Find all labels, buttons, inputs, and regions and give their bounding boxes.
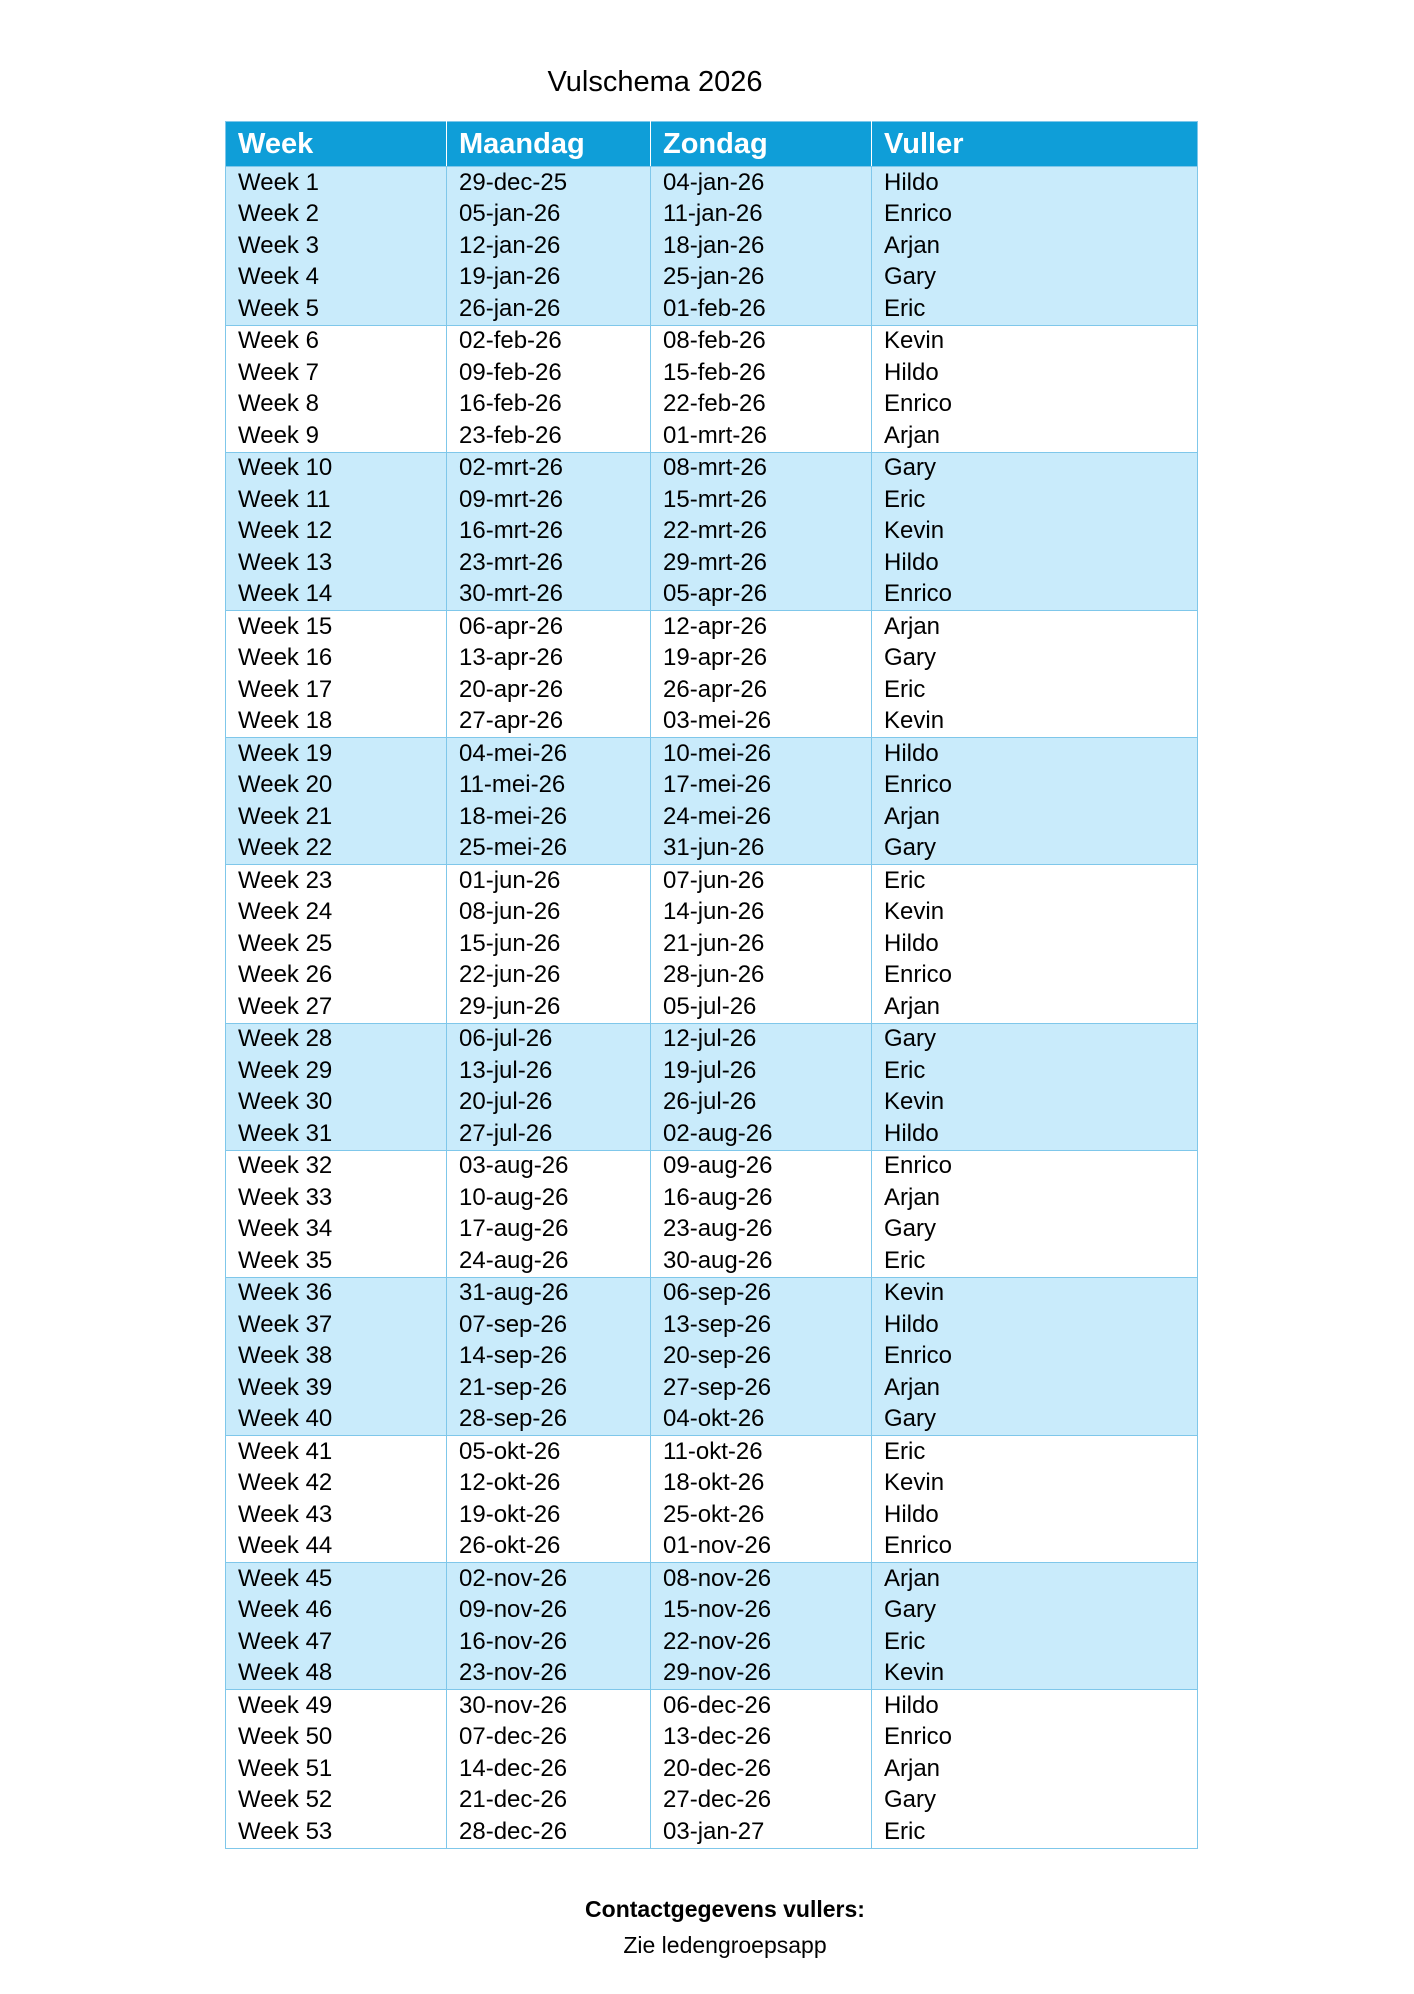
table-row — [226, 230, 1198, 262]
filler-name-cell: Gary — [872, 452, 1198, 484]
filler-name-cell: Eric — [872, 1436, 1198, 1468]
week-cell: Week 14 — [226, 579, 447, 611]
table-row — [226, 1753, 1198, 1785]
month-group — [226, 325, 1198, 452]
sunday-date-cell: 25-okt-26 — [651, 1499, 872, 1531]
table-row — [226, 1785, 1198, 1817]
month-group — [226, 167, 1198, 326]
filler-name-cell: Hildo — [872, 357, 1198, 389]
sunday-date-cell: 19-jul-26 — [651, 1055, 872, 1087]
sunday-date-cell: 20-sep-26 — [651, 1341, 872, 1373]
week-cell: Week 16 — [226, 643, 447, 675]
filler-name-cell: Enrico — [872, 1150, 1198, 1182]
month-group — [226, 1277, 1198, 1436]
sunday-date-cell: 26-apr-26 — [651, 674, 872, 706]
week-cell: Week 21 — [226, 801, 447, 833]
monday-date-cell: 03-aug-26 — [447, 1150, 651, 1182]
monday-date-cell: 05-jan-26 — [447, 199, 651, 231]
filler-name-cell: Eric — [872, 293, 1198, 325]
filler-name-cell: Gary — [872, 1785, 1198, 1817]
filler-name-cell: Enrico — [872, 1722, 1198, 1754]
filler-name-cell: Arjan — [872, 230, 1198, 262]
sunday-date-cell: 02-aug-26 — [651, 1118, 872, 1150]
week-cell: Week 27 — [226, 991, 447, 1023]
monday-date-cell: 20-apr-26 — [447, 674, 651, 706]
monday-date-cell: 28-dec-26 — [447, 1816, 651, 1848]
filler-name-cell: Enrico — [872, 960, 1198, 992]
month-group — [226, 1150, 1198, 1277]
filler-name-cell: Eric — [872, 1245, 1198, 1277]
monday-date-cell: 25-mei-26 — [447, 833, 651, 865]
table-row — [226, 1722, 1198, 1754]
table-row — [226, 199, 1198, 231]
sunday-date-cell: 27-dec-26 — [651, 1785, 872, 1817]
week-cell: Week 49 — [226, 1690, 447, 1722]
sunday-date-cell: 17-mei-26 — [651, 770, 872, 802]
week-cell: Week 35 — [226, 1245, 447, 1277]
table-row — [226, 516, 1198, 548]
filler-name-cell: Hildo — [872, 928, 1198, 960]
week-cell: Week 50 — [226, 1722, 447, 1754]
sunday-date-cell: 05-apr-26 — [651, 579, 872, 611]
monday-date-cell: 04-mei-26 — [447, 738, 651, 770]
monday-date-cell: 12-okt-26 — [447, 1468, 651, 1500]
monday-date-cell: 15-jun-26 — [447, 928, 651, 960]
filler-name-cell: Gary — [872, 1214, 1198, 1246]
week-cell: Week 48 — [226, 1658, 447, 1690]
week-cell: Week 41 — [226, 1436, 447, 1468]
sunday-date-cell: 10-mei-26 — [651, 738, 872, 770]
week-cell: Week 4 — [226, 262, 447, 294]
week-cell: Week 42 — [226, 1468, 447, 1500]
filler-name-cell: Gary — [872, 643, 1198, 675]
monday-date-cell: 24-aug-26 — [447, 1245, 651, 1277]
sunday-date-cell: 12-jul-26 — [651, 1023, 872, 1055]
table-row — [226, 897, 1198, 929]
filler-name-cell: Eric — [872, 484, 1198, 516]
filler-name-cell: Gary — [872, 1023, 1198, 1055]
monday-date-cell: 19-okt-26 — [447, 1499, 651, 1531]
table-row — [226, 1531, 1198, 1563]
table-row — [226, 1182, 1198, 1214]
week-cell: Week 26 — [226, 960, 447, 992]
sunday-date-cell: 08-nov-26 — [651, 1563, 872, 1595]
sunday-date-cell: 29-mrt-26 — [651, 547, 872, 579]
sunday-date-cell: 09-aug-26 — [651, 1150, 872, 1182]
month-group — [226, 452, 1198, 611]
week-cell: Week 7 — [226, 357, 447, 389]
week-cell: Week 13 — [226, 547, 447, 579]
month-group — [226, 1690, 1198, 1849]
monday-date-cell: 27-apr-26 — [447, 706, 651, 738]
sunday-date-cell: 11-jan-26 — [651, 199, 872, 231]
monday-date-cell: 26-okt-26 — [447, 1531, 651, 1563]
week-cell: Week 40 — [226, 1404, 447, 1436]
filler-name-cell: Hildo — [872, 738, 1198, 770]
monday-date-cell: 18-mei-26 — [447, 801, 651, 833]
filler-name-cell: Enrico — [872, 770, 1198, 802]
filler-name-cell: Kevin — [872, 1087, 1198, 1119]
monday-date-cell: 19-jan-26 — [447, 262, 651, 294]
monday-date-cell: 16-feb-26 — [447, 389, 651, 421]
table-row — [226, 1436, 1198, 1468]
column-header-vuller: Vuller — [872, 122, 1198, 167]
week-cell: Week 39 — [226, 1372, 447, 1404]
week-cell: Week 53 — [226, 1816, 447, 1848]
monday-date-cell: 09-mrt-26 — [447, 484, 651, 516]
week-cell: Week 24 — [226, 897, 447, 929]
monday-date-cell: 23-nov-26 — [447, 1658, 651, 1690]
sunday-date-cell: 01-mrt-26 — [651, 420, 872, 452]
monday-date-cell: 31-aug-26 — [447, 1277, 651, 1309]
week-cell: Week 38 — [226, 1341, 447, 1373]
week-cell: Week 44 — [226, 1531, 447, 1563]
monday-date-cell: 29-dec-25 — [447, 167, 651, 199]
filler-name-cell: Kevin — [872, 897, 1198, 929]
table-row — [226, 1468, 1198, 1500]
table-row — [226, 1341, 1198, 1373]
week-cell: Week 46 — [226, 1595, 447, 1627]
sunday-date-cell: 04-jan-26 — [651, 167, 872, 199]
month-group — [226, 1023, 1198, 1150]
monday-date-cell: 07-sep-26 — [447, 1309, 651, 1341]
filler-name-cell: Arjan — [872, 1753, 1198, 1785]
column-header-week: Week — [226, 122, 447, 167]
column-header-zondag: Zondag — [651, 122, 872, 167]
sunday-date-cell: 07-jun-26 — [651, 865, 872, 897]
week-cell: Week 18 — [226, 706, 447, 738]
week-cell: Week 32 — [226, 1150, 447, 1182]
sunday-date-cell: 13-sep-26 — [651, 1309, 872, 1341]
week-cell: Week 1 — [226, 167, 447, 199]
table-row — [226, 1055, 1198, 1087]
monday-date-cell: 14-dec-26 — [447, 1753, 651, 1785]
table-row — [226, 611, 1198, 643]
monday-date-cell: 30-nov-26 — [447, 1690, 651, 1722]
header-row — [226, 122, 1198, 167]
month-group — [226, 1563, 1198, 1690]
filler-name-cell: Arjan — [872, 991, 1198, 1023]
week-cell: Week 20 — [226, 770, 447, 802]
sunday-date-cell: 23-aug-26 — [651, 1214, 872, 1246]
filler-name-cell: Kevin — [872, 516, 1198, 548]
table-row — [226, 1690, 1198, 1722]
month-group — [226, 611, 1198, 738]
monday-date-cell: 13-jul-26 — [447, 1055, 651, 1087]
monday-date-cell: 10-aug-26 — [447, 1182, 651, 1214]
table-row — [226, 1404, 1198, 1436]
filler-name-cell: Gary — [872, 262, 1198, 294]
table-row — [226, 1626, 1198, 1658]
week-cell: Week 5 — [226, 293, 447, 325]
filler-name-cell: Gary — [872, 833, 1198, 865]
table-row — [226, 484, 1198, 516]
schedule-table — [225, 121, 1198, 1849]
table-row — [226, 738, 1198, 770]
sunday-date-cell: 04-okt-26 — [651, 1404, 872, 1436]
sunday-date-cell: 05-jul-26 — [651, 991, 872, 1023]
filler-name-cell: Hildo — [872, 167, 1198, 199]
sunday-date-cell: 15-nov-26 — [651, 1595, 872, 1627]
monday-date-cell: 26-jan-26 — [447, 293, 651, 325]
week-cell: Week 36 — [226, 1277, 447, 1309]
sunday-date-cell: 15-mrt-26 — [651, 484, 872, 516]
filler-name-cell: Kevin — [872, 1658, 1198, 1690]
monday-date-cell: 21-dec-26 — [447, 1785, 651, 1817]
sunday-date-cell: 31-jun-26 — [651, 833, 872, 865]
sunday-date-cell: 12-apr-26 — [651, 611, 872, 643]
week-cell: Week 28 — [226, 1023, 447, 1055]
table-row — [226, 706, 1198, 738]
monday-date-cell: 22-jun-26 — [447, 960, 651, 992]
table-row — [226, 167, 1198, 199]
table-row — [226, 420, 1198, 452]
week-cell: Week 9 — [226, 420, 447, 452]
filler-name-cell: Hildo — [872, 1690, 1198, 1722]
sunday-date-cell: 20-dec-26 — [651, 1753, 872, 1785]
monday-date-cell: 21-sep-26 — [447, 1372, 651, 1404]
monday-date-cell: 14-sep-26 — [447, 1341, 651, 1373]
table-row — [226, 357, 1198, 389]
month-group — [226, 738, 1198, 865]
week-cell: Week 15 — [226, 611, 447, 643]
filler-name-cell: Kevin — [872, 1468, 1198, 1500]
table-row — [226, 1087, 1198, 1119]
monday-date-cell: 01-jun-26 — [447, 865, 651, 897]
week-cell: Week 43 — [226, 1499, 447, 1531]
table-row — [226, 1309, 1198, 1341]
week-cell: Week 12 — [226, 516, 447, 548]
monday-date-cell: 20-jul-26 — [447, 1087, 651, 1119]
sunday-date-cell: 08-feb-26 — [651, 325, 872, 357]
monday-date-cell: 28-sep-26 — [447, 1404, 651, 1436]
week-cell: Week 52 — [226, 1785, 447, 1817]
week-cell: Week 10 — [226, 452, 447, 484]
table-row — [226, 928, 1198, 960]
sunday-date-cell: 28-jun-26 — [651, 960, 872, 992]
filler-name-cell: Kevin — [872, 325, 1198, 357]
filler-name-cell: Kevin — [872, 706, 1198, 738]
page-title: Vulschema 2026 — [547, 66, 763, 98]
filler-name-cell: Enrico — [872, 1341, 1198, 1373]
sunday-date-cell: 25-jan-26 — [651, 262, 872, 294]
contact-text: Zie ledengroepsapp — [623, 1932, 827, 1958]
sunday-date-cell: 22-nov-26 — [651, 1626, 872, 1658]
monday-date-cell: 23-feb-26 — [447, 420, 651, 452]
monday-date-cell: 13-apr-26 — [447, 643, 651, 675]
sunday-date-cell: 29-nov-26 — [651, 1658, 872, 1690]
filler-name-cell: Eric — [872, 1816, 1198, 1848]
monday-date-cell: 09-nov-26 — [447, 1595, 651, 1627]
filler-name-cell: Enrico — [872, 389, 1198, 421]
week-cell: Week 2 — [226, 199, 447, 231]
week-cell: Week 17 — [226, 674, 447, 706]
filler-name-cell: Enrico — [872, 199, 1198, 231]
monday-date-cell: 11-mei-26 — [447, 770, 651, 802]
sunday-date-cell: 06-sep-26 — [651, 1277, 872, 1309]
week-cell: Week 31 — [226, 1118, 447, 1150]
filler-name-cell: Enrico — [872, 1531, 1198, 1563]
table-row — [226, 1277, 1198, 1309]
sunday-date-cell: 13-dec-26 — [651, 1722, 872, 1754]
monday-date-cell: 05-okt-26 — [447, 1436, 651, 1468]
filler-name-cell: Arjan — [872, 611, 1198, 643]
table-row — [226, 770, 1198, 802]
monday-date-cell: 02-nov-26 — [447, 1563, 651, 1595]
table-row — [226, 1150, 1198, 1182]
table-row — [226, 325, 1198, 357]
month-group — [226, 865, 1198, 1024]
monday-date-cell: 27-jul-26 — [447, 1118, 651, 1150]
filler-name-cell: Eric — [872, 1626, 1198, 1658]
table-row — [226, 1118, 1198, 1150]
filler-name-cell: Hildo — [872, 547, 1198, 579]
sunday-date-cell: 18-jan-26 — [651, 230, 872, 262]
table-row — [226, 452, 1198, 484]
week-cell: Week 51 — [226, 1753, 447, 1785]
table-row — [226, 1023, 1198, 1055]
filler-name-cell: Hildo — [872, 1499, 1198, 1531]
filler-name-cell: Hildo — [872, 1309, 1198, 1341]
sunday-date-cell: 01-nov-26 — [651, 1531, 872, 1563]
week-cell: Week 3 — [226, 230, 447, 262]
table-row — [226, 1658, 1198, 1690]
week-cell: Week 11 — [226, 484, 447, 516]
sunday-date-cell: 16-aug-26 — [651, 1182, 872, 1214]
sunday-date-cell: 18-okt-26 — [651, 1468, 872, 1500]
monday-date-cell: 02-mrt-26 — [447, 452, 651, 484]
monday-date-cell: 30-mrt-26 — [447, 579, 651, 611]
filler-name-cell: Arjan — [872, 420, 1198, 452]
filler-name-cell: Eric — [872, 674, 1198, 706]
column-header-maandag: Maandag — [447, 122, 651, 167]
table-row — [226, 1499, 1198, 1531]
table-row — [226, 960, 1198, 992]
table-row — [226, 1372, 1198, 1404]
table-row — [226, 1214, 1198, 1246]
monday-date-cell: 07-dec-26 — [447, 1722, 651, 1754]
filler-name-cell: Kevin — [872, 1277, 1198, 1309]
week-cell: Week 45 — [226, 1563, 447, 1595]
week-cell: Week 34 — [226, 1214, 447, 1246]
monday-date-cell: 23-mrt-26 — [447, 547, 651, 579]
table-row — [226, 1245, 1198, 1277]
table-row — [226, 643, 1198, 675]
table-row — [226, 801, 1198, 833]
table-row — [226, 579, 1198, 611]
month-group — [226, 1436, 1198, 1563]
monday-date-cell: 06-apr-26 — [447, 611, 651, 643]
week-cell: Week 22 — [226, 833, 447, 865]
table-row — [226, 389, 1198, 421]
schedule-header — [226, 122, 1198, 167]
sunday-date-cell: 27-sep-26 — [651, 1372, 872, 1404]
table-row — [226, 865, 1198, 897]
monday-date-cell: 16-mrt-26 — [447, 516, 651, 548]
week-cell: Week 19 — [226, 738, 447, 770]
week-cell: Week 23 — [226, 865, 447, 897]
table-row — [226, 547, 1198, 579]
sunday-date-cell: 24-mei-26 — [651, 801, 872, 833]
sunday-date-cell: 06-dec-26 — [651, 1690, 872, 1722]
table-row — [226, 1595, 1198, 1627]
filler-name-cell: Eric — [872, 1055, 1198, 1087]
sunday-date-cell: 22-feb-26 — [651, 389, 872, 421]
sunday-date-cell: 08-mrt-26 — [651, 452, 872, 484]
sunday-date-cell: 14-jun-26 — [651, 897, 872, 929]
filler-name-cell: Enrico — [872, 579, 1198, 611]
monday-date-cell: 06-jul-26 — [447, 1023, 651, 1055]
sunday-date-cell: 01-feb-26 — [651, 293, 872, 325]
sunday-date-cell: 22-mrt-26 — [651, 516, 872, 548]
week-cell: Week 6 — [226, 325, 447, 357]
week-cell: Week 8 — [226, 389, 447, 421]
filler-name-cell: Gary — [872, 1404, 1198, 1436]
monday-date-cell: 02-feb-26 — [447, 325, 651, 357]
monday-date-cell: 29-jun-26 — [447, 991, 651, 1023]
filler-name-cell: Arjan — [872, 1182, 1198, 1214]
sunday-date-cell: 21-jun-26 — [651, 928, 872, 960]
filler-name-cell: Arjan — [872, 1372, 1198, 1404]
sunday-date-cell: 19-apr-26 — [651, 643, 872, 675]
monday-date-cell: 08-jun-26 — [447, 897, 651, 929]
monday-date-cell: 17-aug-26 — [447, 1214, 651, 1246]
filler-name-cell: Eric — [872, 865, 1198, 897]
table-row — [226, 293, 1198, 325]
contact-heading: Contactgegevens vullers: — [585, 1896, 865, 1922]
monday-date-cell: 09-feb-26 — [447, 357, 651, 389]
monday-date-cell: 16-nov-26 — [447, 1626, 651, 1658]
sunday-date-cell: 03-mei-26 — [651, 706, 872, 738]
sunday-date-cell: 11-okt-26 — [651, 1436, 872, 1468]
table-row — [226, 674, 1198, 706]
sunday-date-cell: 03-jan-27 — [651, 1816, 872, 1848]
filler-name-cell: Arjan — [872, 801, 1198, 833]
table-row — [226, 262, 1198, 294]
sunday-date-cell: 30-aug-26 — [651, 1245, 872, 1277]
table-row — [226, 1563, 1198, 1595]
filler-name-cell: Hildo — [872, 1118, 1198, 1150]
week-cell: Week 47 — [226, 1626, 447, 1658]
week-cell: Week 33 — [226, 1182, 447, 1214]
week-cell: Week 29 — [226, 1055, 447, 1087]
table-row — [226, 1816, 1198, 1848]
monday-date-cell: 12-jan-26 — [447, 230, 651, 262]
table-row — [226, 833, 1198, 865]
week-cell: Week 37 — [226, 1309, 447, 1341]
week-cell: Week 30 — [226, 1087, 447, 1119]
filler-name-cell: Gary — [872, 1595, 1198, 1627]
filler-name-cell: Arjan — [872, 1563, 1198, 1595]
sunday-date-cell: 15-feb-26 — [651, 357, 872, 389]
table-row — [226, 991, 1198, 1023]
week-cell: Week 25 — [226, 928, 447, 960]
sunday-date-cell: 26-jul-26 — [651, 1087, 872, 1119]
